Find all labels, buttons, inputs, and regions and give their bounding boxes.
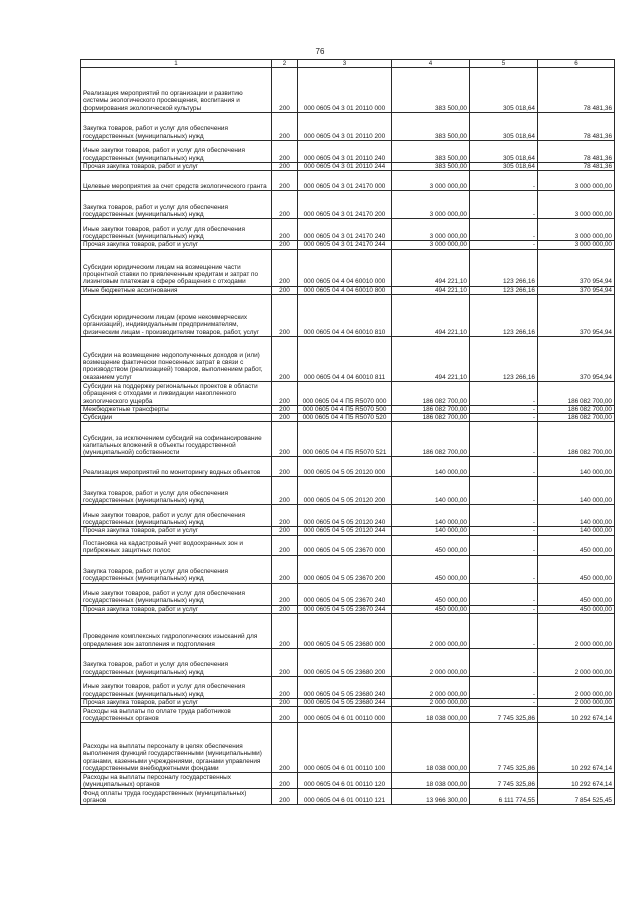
classification-code-cell: 000 0605 04 3 01 20110 200 <box>298 113 392 141</box>
classification-code-cell: 000 0605 04 5 05 23680 000 <box>298 614 392 649</box>
approved-amount-cell: 186 082 700,00 <box>392 422 470 457</box>
expense-name-cell: Иные бюджетные ассигнования <box>81 286 272 294</box>
table-row <box>81 171 615 191</box>
classification-code-cell: 000 0605 04 6 01 00110 120 <box>298 773 392 789</box>
line-code-cell: 200 <box>272 191 298 219</box>
line-code-cell: 200 <box>272 789 298 805</box>
unexecuted-amount-cell: 140 000,00 <box>538 457 615 477</box>
line-code-cell: 200 <box>272 583 298 605</box>
expense-name-cell: Расходы на выплаты по оплате труда работников государственных органов <box>81 707 272 723</box>
unexecuted-amount-cell: 370 954,94 <box>538 286 615 294</box>
unexecuted-amount-cell: 370 954,94 <box>538 294 615 336</box>
line-code-cell: 200 <box>272 477 298 505</box>
line-code-cell: 200 <box>272 68 298 113</box>
expense-name-cell: Субсидии юридическим лицам (кроме некоммерческих организаций), индивидуальным предпринимателям, физическим лицам - производителям товаров, работ, услуг <box>81 294 272 336</box>
executed-amount-cell: - <box>470 457 538 477</box>
column-header: 2 <box>272 60 298 68</box>
approved-amount-cell: 450 000,00 <box>392 583 470 605</box>
approved-amount-cell: 186 082 700,00 <box>392 381 470 405</box>
column-number-row <box>81 60 615 68</box>
executed-amount-cell: - <box>470 555 538 583</box>
approved-amount-cell: 140 000,00 <box>392 477 470 505</box>
executed-amount-cell: - <box>470 219 538 241</box>
classification-code-cell: 000 0605 04 3 01 24170 000 <box>298 171 392 191</box>
executed-amount-cell: 6 111 774,55 <box>470 789 538 805</box>
executed-amount-cell: 123 266,16 <box>470 336 538 381</box>
expense-name-cell: Субсидии, за исключением субсидий на софинансирование капитальных вложений в объекты государственной (муниципальной) собственности <box>81 422 272 457</box>
line-code-cell: 200 <box>272 171 298 191</box>
line-code-cell: 200 <box>272 505 298 527</box>
unexecuted-amount-cell: 3 000 000,00 <box>538 219 615 241</box>
approved-amount-cell: 494 221,10 <box>392 249 470 286</box>
expense-name-cell: Реализация мероприятий по мониторингу водных объектов <box>81 457 272 477</box>
table-row <box>81 414 615 422</box>
unexecuted-amount-cell: 2 000 000,00 <box>538 677 615 699</box>
approved-amount-cell: 18 038 000,00 <box>392 773 470 789</box>
unexecuted-amount-cell: 10 292 674,14 <box>538 773 615 789</box>
table-row <box>81 249 615 286</box>
unexecuted-amount-cell: 2 000 000,00 <box>538 649 615 677</box>
expense-name-cell: Субсидии на поддержку региональных проектов в области обращения с отходами и ликвидации накопленного экологического ущерба <box>81 381 272 405</box>
line-code-cell: 200 <box>272 249 298 286</box>
table-row <box>81 773 615 789</box>
approved-amount-cell: 186 082 700,00 <box>392 405 470 413</box>
classification-code-cell: 000 0605 04 3 01 24170 240 <box>298 219 392 241</box>
column-header: 4 <box>392 60 470 68</box>
table-row <box>81 535 615 555</box>
unexecuted-amount-cell: 186 082 700,00 <box>538 414 615 422</box>
classification-code-cell: 000 0605 04 5 05 23680 244 <box>298 699 392 707</box>
table-row <box>81 723 615 773</box>
expense-name-cell: Субсидии <box>81 414 272 422</box>
line-code-cell: 200 <box>272 405 298 413</box>
page-number: 76 <box>315 47 325 56</box>
expense-name-cell: Закупка товаров, работ и услуг для обеспечения государственных (муниципальных) нужд <box>81 649 272 677</box>
unexecuted-amount-cell: 10 292 674,14 <box>538 723 615 773</box>
table-row <box>81 422 615 457</box>
approved-amount-cell: 2 000 000,00 <box>392 614 470 649</box>
unexecuted-amount-cell: 140 000,00 <box>538 505 615 527</box>
table-row <box>81 707 615 723</box>
classification-code-cell: 000 0605 04 6 01 00110 000 <box>298 707 392 723</box>
unexecuted-amount-cell: 78 481,36 <box>538 113 615 141</box>
unexecuted-amount-cell: 186 082 700,00 <box>538 422 615 457</box>
executed-amount-cell: 305 018,64 <box>470 141 538 163</box>
line-code-cell: 200 <box>272 723 298 773</box>
executed-amount-cell: 7 745 325,86 <box>470 707 538 723</box>
classification-code-cell: 000 0605 04 5 05 23670 200 <box>298 555 392 583</box>
executed-amount-cell: - <box>470 171 538 191</box>
approved-amount-cell: 3 000 000,00 <box>392 171 470 191</box>
line-code-cell: 200 <box>272 555 298 583</box>
expense-name-cell: Иные закупки товаров, работ и услуг для обеспечения государственных (муниципальных) нужд <box>81 219 272 241</box>
unexecuted-amount-cell: 140 000,00 <box>538 477 615 505</box>
executed-amount-cell: - <box>470 614 538 649</box>
executed-amount-cell: - <box>470 381 538 405</box>
table-row <box>81 286 615 294</box>
unexecuted-amount-cell: 2 000 000,00 <box>538 699 615 707</box>
classification-code-cell: 000 0605 04 4 04 60010 811 <box>298 336 392 381</box>
table-row <box>81 605 615 613</box>
table-row <box>81 241 615 249</box>
approved-amount-cell: 494 221,10 <box>392 336 470 381</box>
executed-amount-cell: - <box>470 422 538 457</box>
expense-name-cell: Иные закупки товаров, работ и услуг для обеспечения государственных (муниципальных) нужд <box>81 677 272 699</box>
expense-name-cell: Закупка товаров, работ и услуг для обеспечения государственных (муниципальных) нужд <box>81 191 272 219</box>
classification-code-cell: 000 0605 04 3 01 24170 200 <box>298 191 392 219</box>
table-row <box>81 163 615 171</box>
line-code-cell: 200 <box>272 605 298 613</box>
approved-amount-cell: 450 000,00 <box>392 555 470 583</box>
approved-amount-cell: 3 000 000,00 <box>392 241 470 249</box>
executed-amount-cell: 123 266,16 <box>470 294 538 336</box>
table-row <box>81 219 615 241</box>
approved-amount-cell: 494 221,10 <box>392 294 470 336</box>
approved-amount-cell: 2 000 000,00 <box>392 699 470 707</box>
classification-code-cell: 000 0605 04 3 01 20110 240 <box>298 141 392 163</box>
approved-amount-cell: 18 038 000,00 <box>392 707 470 723</box>
expense-name-cell: Прочая закупка товаров, работ и услуг <box>81 163 272 171</box>
approved-amount-cell: 140 000,00 <box>392 527 470 535</box>
classification-code-cell: 000 0605 04 4 П5 R5070 500 <box>298 405 392 413</box>
line-code-cell: 200 <box>272 422 298 457</box>
approved-amount-cell: 383 500,00 <box>392 68 470 113</box>
approved-amount-cell: 450 000,00 <box>392 535 470 555</box>
unexecuted-amount-cell: 450 000,00 <box>538 583 615 605</box>
classification-code-cell: 000 0605 04 4 П5 R5070 520 <box>298 414 392 422</box>
table-row <box>81 294 615 336</box>
expense-name-cell: Прочая закупка товаров, работ и услуг <box>81 241 272 249</box>
unexecuted-amount-cell: 450 000,00 <box>538 555 615 583</box>
executed-amount-cell: - <box>470 535 538 555</box>
expense-name-cell: Субсидии юридическим лицам на возмещение части процентной ставки по привлеченным кредитам и затрат по лизинговым платежам в сфере обращения с отходами <box>81 249 272 286</box>
line-code-cell: 200 <box>272 381 298 405</box>
executed-amount-cell: 305 018,64 <box>470 68 538 113</box>
executed-amount-cell: 123 266,16 <box>470 286 538 294</box>
expense-name-cell: Прочая закупка товаров, работ и услуг <box>81 527 272 535</box>
executed-amount-cell: 305 018,64 <box>470 113 538 141</box>
line-code-cell: 200 <box>272 614 298 649</box>
table-row <box>81 141 615 163</box>
line-code-cell: 200 <box>272 141 298 163</box>
column-header: 1 <box>81 60 272 68</box>
approved-amount-cell: 383 500,00 <box>392 141 470 163</box>
executed-amount-cell: - <box>470 583 538 605</box>
expense-name-cell: Расходы на выплаты персоналу государственных (муниципальных) органов <box>81 773 272 789</box>
approved-amount-cell: 450 000,00 <box>392 605 470 613</box>
unexecuted-amount-cell: 186 082 700,00 <box>538 381 615 405</box>
executed-amount-cell: 7 745 325,86 <box>470 773 538 789</box>
classification-code-cell: 000 0605 04 6 01 00110 121 <box>298 789 392 805</box>
line-code-cell: 200 <box>272 163 298 171</box>
table-row <box>81 381 615 405</box>
classification-code-cell: 000 0605 04 5 05 20120 244 <box>298 527 392 535</box>
approved-amount-cell: 18 038 000,00 <box>392 723 470 773</box>
table-row <box>81 649 615 677</box>
expense-name-cell: Целевые мероприятия за счет средств экологического гранта <box>81 171 272 191</box>
expense-name-cell: Субсидии на возмещение недополученных доходов и (или) возмещение фактически понесенных затрат в связи с производством (реализацией) товаров, выполнением работ, оказанием услуг <box>81 336 272 381</box>
classification-code-cell: 000 0605 04 5 05 20120 240 <box>298 505 392 527</box>
classification-code-cell: 000 0605 04 5 05 20120 200 <box>298 477 392 505</box>
approved-amount-cell: 3 000 000,00 <box>392 219 470 241</box>
classification-code-cell: 000 0605 04 4 П5 R5070 000 <box>298 381 392 405</box>
line-code-cell: 200 <box>272 649 298 677</box>
line-code-cell: 200 <box>272 414 298 422</box>
unexecuted-amount-cell: 370 954,94 <box>538 336 615 381</box>
executed-amount-cell: - <box>470 191 538 219</box>
column-header: 3 <box>298 60 392 68</box>
column-header: 5 <box>470 60 538 68</box>
expense-name-cell: Реализация мероприятий по организации и развитию системы экологического просвещения, воспитания и формирования экологической культуры <box>81 68 272 113</box>
table-row <box>81 191 615 219</box>
budget-execution-table <box>80 59 615 805</box>
classification-code-cell: 000 0605 04 4 П5 R5070 521 <box>298 422 392 457</box>
table-row <box>81 555 615 583</box>
line-code-cell: 200 <box>272 457 298 477</box>
line-code-cell: 200 <box>272 294 298 336</box>
expense-name-cell: Прочая закупка товаров, работ и услуг <box>81 605 272 613</box>
executed-amount-cell: 305 018,64 <box>470 163 538 171</box>
unexecuted-amount-cell: 3 000 000,00 <box>538 241 615 249</box>
executed-amount-cell: - <box>470 405 538 413</box>
unexecuted-amount-cell: 78 481,36 <box>538 141 615 163</box>
table-row <box>81 583 615 605</box>
classification-code-cell: 000 0605 04 5 05 23670 240 <box>298 583 392 605</box>
approved-amount-cell: 383 500,00 <box>392 163 470 171</box>
expense-name-cell: Иные закупки товаров, работ и услуг для обеспечения государственных (муниципальных) нужд <box>81 505 272 527</box>
classification-code-cell: 000 0605 04 5 05 20120 000 <box>298 457 392 477</box>
classification-code-cell: 000 0605 04 5 05 23670 000 <box>298 535 392 555</box>
unexecuted-amount-cell: 78 481,36 <box>538 68 615 113</box>
expense-name-cell: Закупка товаров, работ и услуг для обеспечения государственных (муниципальных) нужд <box>81 477 272 505</box>
executed-amount-cell: - <box>470 527 538 535</box>
table-row <box>81 614 615 649</box>
table-row <box>81 699 615 707</box>
table-row <box>81 113 615 141</box>
unexecuted-amount-cell: 3 000 000,00 <box>538 191 615 219</box>
table-row <box>81 336 615 381</box>
classification-code-cell: 000 0605 04 3 01 20110 000 <box>298 68 392 113</box>
line-code-cell: 200 <box>272 677 298 699</box>
approved-amount-cell: 3 000 000,00 <box>392 191 470 219</box>
approved-amount-cell: 140 000,00 <box>392 505 470 527</box>
executed-amount-cell: - <box>470 241 538 249</box>
expense-name-cell: Постановка на кадастровый учет водоохранных зон и прибрежных защитных полос <box>81 535 272 555</box>
unexecuted-amount-cell: 450 000,00 <box>538 605 615 613</box>
classification-code-cell: 000 0605 04 4 04 60010 810 <box>298 294 392 336</box>
expense-name-cell: Закупка товаров, работ и услуг для обеспечения государственных (муниципальных) нужд <box>81 555 272 583</box>
table-row <box>81 457 615 477</box>
table-row <box>81 68 615 113</box>
classification-code-cell: 000 0605 04 4 04 60010 800 <box>298 286 392 294</box>
approved-amount-cell: 13 966 300,00 <box>392 789 470 805</box>
unexecuted-amount-cell: 140 000,00 <box>538 527 615 535</box>
line-code-cell: 200 <box>272 113 298 141</box>
classification-code-cell: 000 0605 04 5 05 23670 244 <box>298 605 392 613</box>
executed-amount-cell: 123 266,16 <box>470 249 538 286</box>
table-row <box>81 677 615 699</box>
approved-amount-cell: 186 082 700,00 <box>392 414 470 422</box>
executed-amount-cell: - <box>470 649 538 677</box>
line-code-cell: 200 <box>272 707 298 723</box>
unexecuted-amount-cell: 3 000 000,00 <box>538 171 615 191</box>
executed-amount-cell: - <box>470 505 538 527</box>
classification-code-cell: 000 0605 04 5 05 23680 200 <box>298 649 392 677</box>
table-row <box>81 405 615 413</box>
executed-amount-cell: - <box>470 414 538 422</box>
classification-code-cell: 000 0605 04 3 01 20110 244 <box>298 163 392 171</box>
unexecuted-amount-cell: 370 954,94 <box>538 249 615 286</box>
line-code-cell: 200 <box>272 219 298 241</box>
line-code-cell: 200 <box>272 773 298 789</box>
expense-name-cell: Иные закупки товаров, работ и услуг для обеспечения государственных (муниципальных) нужд <box>81 583 272 605</box>
line-code-cell: 200 <box>272 286 298 294</box>
executed-amount-cell: 7 745 325,86 <box>470 723 538 773</box>
expense-name-cell: Межбюджетные трансферты <box>81 405 272 413</box>
unexecuted-amount-cell: 450 000,00 <box>538 535 615 555</box>
approved-amount-cell: 2 000 000,00 <box>392 677 470 699</box>
line-code-cell: 200 <box>272 336 298 381</box>
executed-amount-cell: - <box>470 677 538 699</box>
line-code-cell: 200 <box>272 535 298 555</box>
table-row <box>81 505 615 527</box>
classification-code-cell: 000 0605 04 3 01 24170 244 <box>298 241 392 249</box>
table-row <box>81 527 615 535</box>
unexecuted-amount-cell: 186 082 700,00 <box>538 405 615 413</box>
expense-name-cell: Проведение комплексных гидрологических изысканий для определения зон затопления и подтопления <box>81 614 272 649</box>
expense-name-cell: Фонд оплаты труда государственных (муниципальных) органов <box>81 789 272 805</box>
executed-amount-cell: - <box>470 699 538 707</box>
classification-code-cell: 000 0605 04 4 04 60010 000 <box>298 249 392 286</box>
expense-name-cell: Закупка товаров, работ и услуг для обеспечения государственных (муниципальных) нужд <box>81 113 272 141</box>
approved-amount-cell: 2 000 000,00 <box>392 649 470 677</box>
classification-code-cell: 000 0605 04 5 05 23680 240 <box>298 677 392 699</box>
approved-amount-cell: 494 221,10 <box>392 286 470 294</box>
expense-name-cell: Прочая закупка товаров, работ и услуг <box>81 699 272 707</box>
approved-amount-cell: 383 500,00 <box>392 113 470 141</box>
executed-amount-cell: - <box>470 477 538 505</box>
table-row <box>81 789 615 805</box>
executed-amount-cell: - <box>470 605 538 613</box>
line-code-cell: 200 <box>272 527 298 535</box>
line-code-cell: 200 <box>272 241 298 249</box>
classification-code-cell: 000 0605 04 6 01 00110 100 <box>298 723 392 773</box>
unexecuted-amount-cell: 7 854 525,45 <box>538 789 615 805</box>
line-code-cell: 200 <box>272 699 298 707</box>
approved-amount-cell: 140 000,00 <box>392 457 470 477</box>
expense-name-cell: Расходы на выплаты персоналу в целях обеспечения выполнения функций государственными (муниципальными) органами, казенными учреждениями, органами управления государственными внебюджетными фондами <box>81 723 272 773</box>
table-row <box>81 477 615 505</box>
unexecuted-amount-cell: 10 292 674,14 <box>538 707 615 723</box>
expense-name-cell: Иные закупки товаров, работ и услуг для обеспечения государственных (муниципальных) нужд <box>81 141 272 163</box>
column-header: 6 <box>538 60 615 68</box>
unexecuted-amount-cell: 2 000 000,00 <box>538 614 615 649</box>
unexecuted-amount-cell: 78 481,36 <box>538 163 615 171</box>
